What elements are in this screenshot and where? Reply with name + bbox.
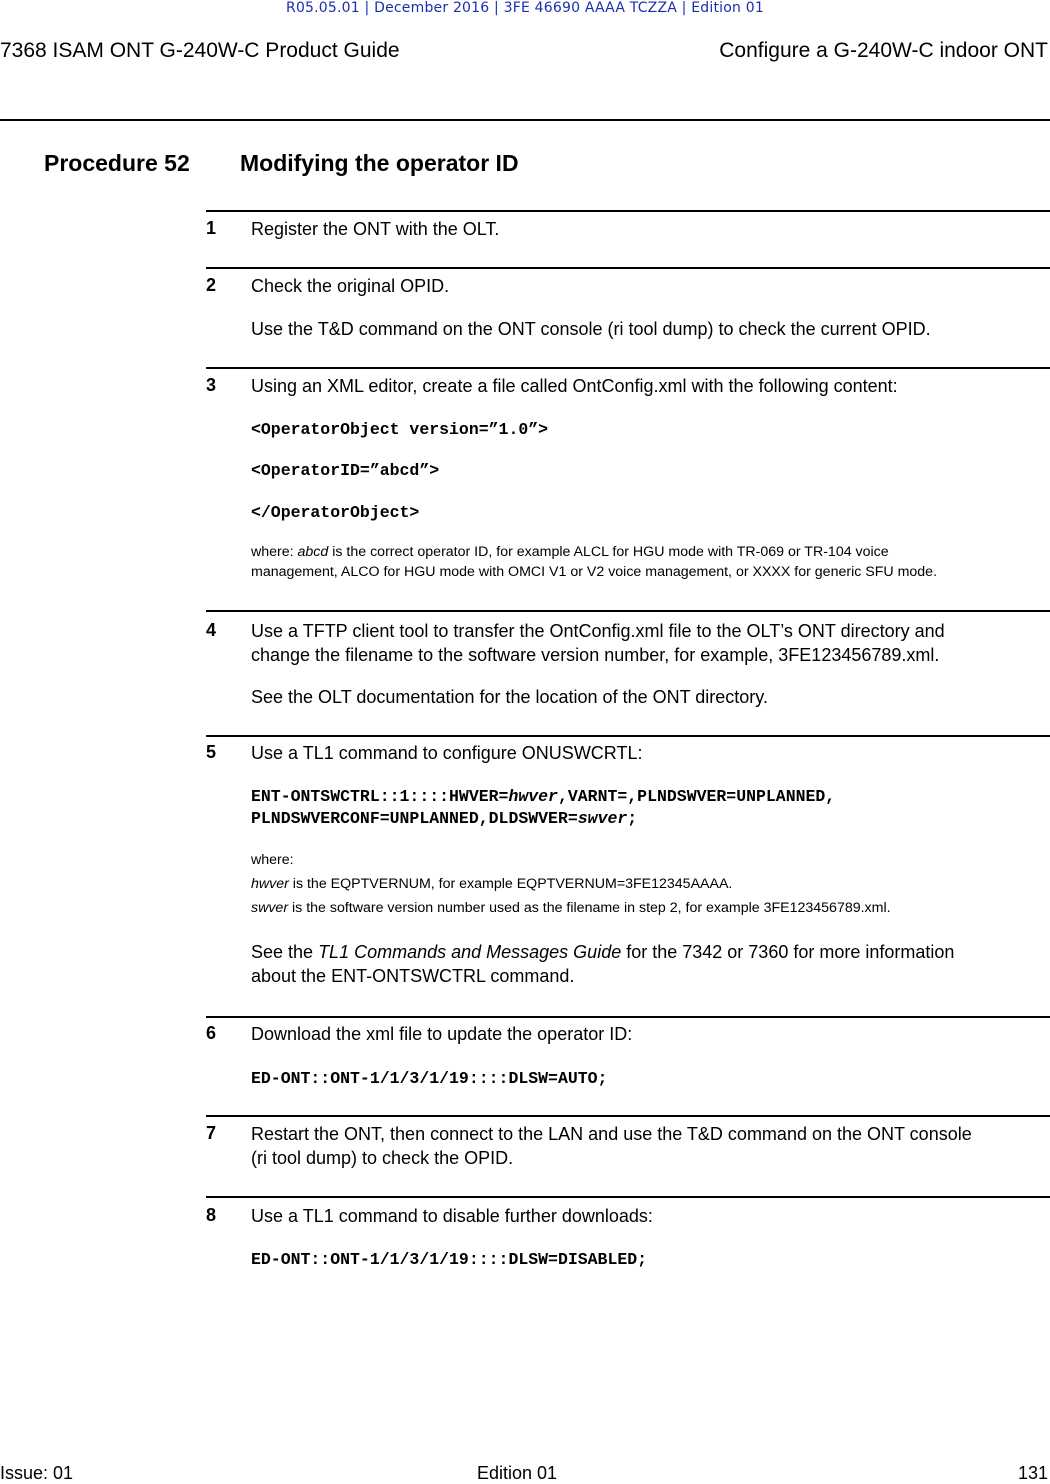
where-label: where: xyxy=(251,544,298,560)
step-number: 8 xyxy=(206,1205,217,1225)
variable-text: is the EQPTVERNUM, for example EQPTVERNUM=3FE12345AAAA. xyxy=(288,876,733,892)
step-text-line2: change the filename to the software version number, for example, 3FE123456789.xml. xyxy=(251,645,940,665)
step-number: 7 xyxy=(206,1123,217,1143)
document-watermark: R05.05.01 | December 2016 | 3FE 46690 AAAA TCZZA | Edition 01 xyxy=(286,0,764,16)
procedure-title: Modifying the operator ID xyxy=(240,150,519,176)
header-rule xyxy=(0,119,1050,121)
step-rule xyxy=(206,735,1050,737)
where-label: where: xyxy=(251,852,294,868)
variable-description xyxy=(251,899,1050,918)
step-note: See the OLT documentation for the location of the ONT directory. xyxy=(251,687,768,707)
step-text: Download the xml file to update the operator ID: xyxy=(251,1024,633,1044)
code-variable: swver xyxy=(577,809,628,828)
where-text: is the correct operator ID, for example ALCL for HGU mode with TR-069 or TR-104 voice xyxy=(328,544,889,560)
code-fragment: ENT-ONTSWCTRL::1::::HWVER= xyxy=(251,787,509,806)
reference-note-line2: about the ENT-ONTSWCTRL command. xyxy=(251,966,575,986)
footer-page-number: 131 xyxy=(1017,1463,1048,1483)
step-text: Using an XML editor, create a file called OntConfig.xml with the following content: xyxy=(251,376,898,396)
step-rule xyxy=(206,267,1050,269)
step-rule xyxy=(206,210,1050,212)
step-rule xyxy=(206,1196,1050,1198)
step-rule xyxy=(206,610,1050,612)
code-line: </OperatorObject> xyxy=(251,503,420,522)
procedure-number: Procedure 52 xyxy=(44,150,190,176)
where-note xyxy=(251,543,1050,562)
code-line xyxy=(251,786,1050,808)
code-line xyxy=(251,808,1050,830)
variable-name: hwver xyxy=(251,876,289,892)
reference-note xyxy=(251,940,1050,964)
footer-edition: Edition 01 xyxy=(477,1463,558,1483)
code-fragment: ; xyxy=(627,809,638,828)
reference-title: TL1 Commands and Messages Guide xyxy=(318,942,622,962)
variable-name: abcd xyxy=(297,544,329,560)
step-text-line1: Restart the ONT, then connect to the LAN and use the T&D command on the ONT console xyxy=(251,1124,972,1144)
code-fragment: PLNDSWVERCONF=UNPLANNED,DLDSWVER= xyxy=(251,809,578,828)
step-number: 2 xyxy=(206,275,217,295)
code-line: ED-ONT::ONT-1/1/3/1/19::::DLSW=AUTO; xyxy=(251,1069,608,1088)
variable-name: swver xyxy=(251,900,289,916)
step-rule xyxy=(206,1115,1050,1117)
step-text: Check the original OPID. xyxy=(251,276,450,296)
variable-text: is the software version number used as the filename in step 2, for example 3FE123456789.xml. xyxy=(288,900,891,916)
step-number: 5 xyxy=(206,742,217,762)
step-rule xyxy=(206,367,1050,369)
reference-text: for the 7342 or 7360 for more information xyxy=(621,942,955,962)
step-number: 4 xyxy=(206,620,217,640)
procedure-heading xyxy=(44,150,519,177)
step-text-line1: Use a TFTP client tool to transfer the OntConfig.xml file to the OLT’s ONT directory and xyxy=(251,621,945,641)
step-number: 1 xyxy=(206,218,217,238)
step-text: Use a TL1 command to disable further downloads: xyxy=(251,1206,653,1226)
header-document-title: 7368 ISAM ONT G-240W-C Product Guide xyxy=(0,39,400,62)
reference-text: See the xyxy=(251,942,319,962)
where-note-line2: management, ALCO for HGU mode with OMCI V1 or V2 voice management, or XXXX for generic SFU mode. xyxy=(251,564,938,580)
variable-description xyxy=(251,875,1050,894)
footer-issue: Issue: 01 xyxy=(0,1463,74,1483)
step-number: 6 xyxy=(206,1023,217,1043)
step-number: 3 xyxy=(206,375,217,395)
code-line: <OperatorObject version=”1.0”> xyxy=(251,420,549,439)
step-text-line2: (ri tool dump) to check the OPID. xyxy=(251,1148,514,1168)
step-text: Register the ONT with the OLT. xyxy=(251,219,500,239)
code-line: <OperatorID=”abcd”> xyxy=(251,461,440,480)
step-note: Use the T&D command on the ONT console (ri tool dump) to check the current OPID. xyxy=(251,319,931,339)
code-line: ED-ONT::ONT-1/1/3/1/19::::DLSW=DISABLED; xyxy=(251,1250,648,1269)
code-variable: hwver xyxy=(508,787,558,806)
code-fragment: ,VARNT=,PLNDSWVER=UNPLANNED, xyxy=(557,787,836,806)
header-chapter-title: Configure a G-240W-C indoor ONT xyxy=(719,39,1048,62)
step-rule xyxy=(206,1016,1050,1018)
step-text: Use a TL1 command to configure ONUSWCRTL: xyxy=(251,743,643,763)
